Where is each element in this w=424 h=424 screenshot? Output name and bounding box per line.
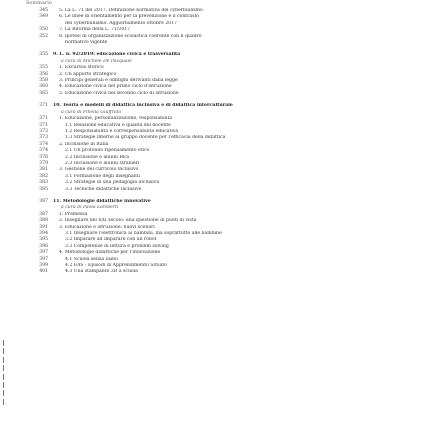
entry-title: 4.2 EAS - Episodi di Apprendimento Situato [65, 263, 168, 269]
margin-mark [3, 374, 13, 380]
toc-entry [26, 269, 356, 275]
entry-title: 1. Excursus storico [59, 65, 104, 71]
page-number: 391 [39, 224, 48, 230]
toc-entry [26, 40, 356, 46]
page-number: 371 [39, 116, 48, 122]
page-number: 401 [39, 269, 48, 275]
page-number: 345 [39, 8, 48, 13]
page-number: 394 [39, 231, 48, 236]
entry-title: 5. La L. 71 del 2017. Definizione normativa del cyberbullismo [59, 8, 203, 13]
margin-mark [3, 382, 13, 388]
page-number: 379 [39, 160, 48, 166]
entry-title: 3.3 Competenze di lettura e problem solving [65, 243, 169, 249]
entry-title: 1.3 Strategie interne al gruppo docente per l'efficacia della didattica [65, 135, 226, 141]
entry-author: a cura di Paola Lamberti [61, 205, 119, 211]
page-number: 358 [39, 78, 48, 84]
entry-title: 3.2 Imparare ad imparare con un robot [65, 237, 157, 243]
entry-title: 3.3 Tecniche didattiche inclusive [65, 186, 142, 192]
page-number: 350 [39, 27, 48, 33]
toc-section [26, 199, 356, 276]
margin-mark [3, 348, 13, 354]
page-number: 383 [39, 180, 48, 186]
page-number: 371 [39, 122, 48, 128]
entry-title: 2.2 Inclusione e alunni BES [65, 154, 130, 160]
entry-title: 4.3 Una stampante 3D a scuola [65, 269, 138, 275]
page-number: 355 [39, 65, 48, 71]
entry-title: 4.1 Scuola senza zaino [65, 256, 118, 262]
toc-section [26, 103, 356, 193]
page-number: 385 [39, 186, 48, 192]
page-number: 376 [39, 154, 48, 160]
entry-title: 1.1 Relazione educativa e qualità del docente [65, 122, 171, 128]
entry-title: 3.2 Strategie di una pedagogia inclusiva [65, 180, 160, 186]
entry-title: 4. Educazione civica nel primo ciclo d'istruzione [59, 84, 172, 90]
page-number: 396 [39, 243, 48, 249]
table-of-contents [26, 8, 356, 282]
margin-mark [3, 340, 13, 346]
toc-entry [26, 187, 356, 193]
page-number: 356 [39, 71, 48, 77]
entry-title: 8. Ipotesi di organizzazione scolastica coerente con il quadro [59, 33, 202, 39]
page-number: 374 [39, 141, 48, 147]
entry-title: 2.1 Un profondo ripensamento etico [65, 148, 150, 154]
page-number: 395 [39, 237, 48, 243]
page-number: 360 [39, 84, 48, 90]
entry-title: 2.3 Inclusione e alunni stranieri [65, 160, 140, 166]
toc-entry [26, 91, 356, 97]
page-number: 381 [39, 167, 48, 173]
entry-title: 3. Educazione e istruzione: nuovi scenari [59, 224, 155, 230]
page-number: 387 [39, 198, 48, 204]
entry-title: 1.2 Responsabilità e corresponsabilità educativa [65, 128, 179, 134]
margin-mark [3, 365, 13, 371]
page-number: 387 [39, 211, 48, 217]
margin-mark [3, 357, 13, 363]
page-number: 374 [39, 148, 48, 154]
entry-title: 7. La Riforma della L. 71/2017 [59, 27, 131, 33]
entry-title: 3. Gestione del curricolo inclusivo [59, 167, 139, 173]
page-number: 399 [39, 263, 48, 269]
entry-title: 3.1 Formazione degli insegnanti [65, 173, 140, 179]
entry-title: 1. Premessa [59, 211, 88, 217]
entry-title: 5. Educazione civica nel secondo ciclo di istruzione [59, 90, 179, 96]
entry-title: 3.1 Insegnare l'elettronica ai bambini, ma soprattutto alle bambine [65, 231, 222, 236]
entry-title: 6. Le linee di orientamento per la prevenzione e il contrasto [59, 14, 200, 20]
margin-mark [3, 390, 13, 396]
toc-section [26, 8, 356, 46]
entry-title: 2. Insegnare nel XXI secolo: una questione di punti di vista [59, 218, 197, 224]
entry-title: normativo vigente [65, 40, 108, 46]
page-number: 397 [39, 250, 48, 256]
page-number: 382 [39, 173, 48, 179]
page-number: 388 [39, 218, 48, 224]
entry-title: 10. Teoria e modelli di didattica inclusiva e di didattica interculturale [53, 103, 233, 109]
margin-mark [3, 399, 13, 405]
page-number: 365 [39, 90, 48, 96]
page-number: 372 [39, 128, 48, 134]
page-number: 352 [39, 33, 48, 39]
entry-author: a cura di Pinella Giuffrida [61, 109, 122, 115]
entry-title: 4. Metodologie didattiche per l'innovazione [59, 250, 161, 256]
page-number: 373 [39, 135, 48, 141]
entry-title: 9. L. n. 92/2019: educazione civica e trasversalità [53, 52, 181, 58]
page-number: 371 [39, 103, 48, 109]
entry-title: 2. Un apporto strategico [59, 71, 117, 77]
entry-title: 3. Principi generali e obblighi derivanti dalla legge [59, 78, 178, 84]
page-number: 349 [39, 14, 48, 20]
entry-title: 2. Inclusione in Italia [59, 141, 109, 147]
entry-author: a cura di Michele De Pasquale [61, 58, 132, 64]
page-header: Sommario [26, 0, 52, 6]
entry-title: 1. Educazione, personalizzazione, responsabilità [59, 116, 173, 122]
page-number: 355 [39, 52, 48, 58]
entry-title: 11. Metodologie didattiche innovative [53, 198, 151, 204]
toc-section [26, 52, 356, 97]
margin-marks [3, 340, 13, 407]
entry-title: del cyberbullismo. Aggiornamento ottobre 2017 [65, 20, 177, 26]
page-number: 397 [39, 256, 48, 262]
